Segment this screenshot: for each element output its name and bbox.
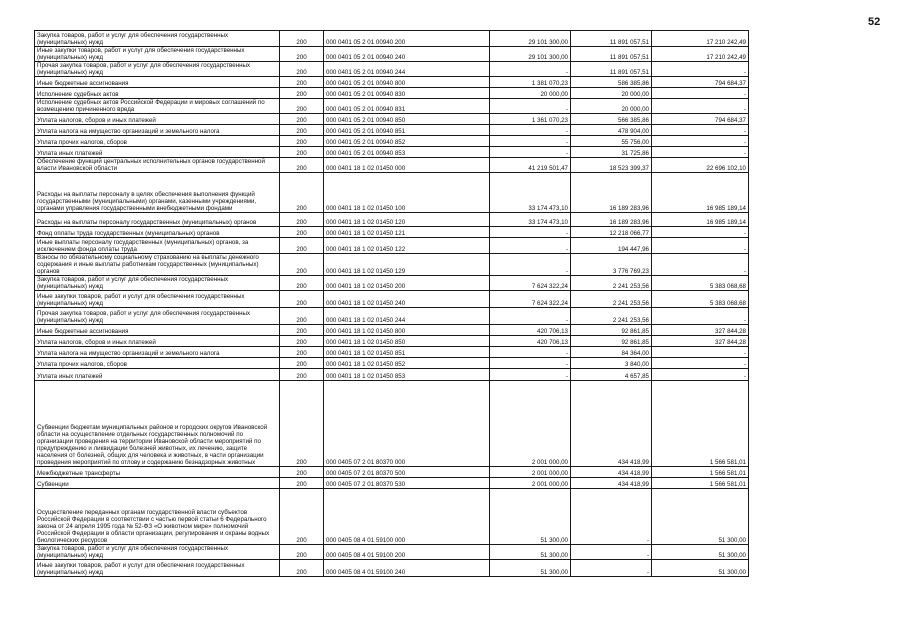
row-classification-code: 000 0405 07 2 01 80370 000 — [324, 381, 490, 467]
row-code: 200 — [280, 358, 324, 369]
row-classification-code: 000 0401 05 2 01 00940 830 — [324, 88, 490, 99]
row-code: 200 — [280, 62, 324, 77]
row-name: Осуществление переданных органам государственной власти субъектов Российской Федерации в соответствии с частью первой статьи 6 Федерального закона от 24 апреля 1995 года № 52-ФЗ «О животном мире» полномочий Российской Федерации в области организации, регулирования и охраны водных биологических ресурсов — [35, 489, 280, 545]
row-executed-amount: 434 418,99 — [571, 478, 652, 489]
row-executed-amount: 4 657,85 — [571, 369, 652, 381]
row-name: Иные выплаты персоналу государственных (муниципальных) органов, за исключением фонда оплаты труда — [35, 238, 280, 254]
table-body — [35, 31, 749, 577]
row-name: Расходы на выплаты персоналу государственных (муниципальных) органов — [35, 213, 280, 227]
table-row — [35, 325, 749, 336]
table-row — [35, 99, 749, 114]
row-classification-code: 000 0405 07 2 01 80370 500 — [324, 467, 490, 478]
row-code: 200 — [280, 213, 324, 227]
table-row — [35, 147, 749, 158]
row-name: Уплата налогов, сборов и иных платежей — [35, 336, 280, 347]
row-executed-amount: 55 756,00 — [571, 136, 652, 147]
row-approved-amount: 420 706,13 — [490, 336, 571, 347]
row-classification-code: 000 0401 18 1 02 01450 200 — [324, 276, 490, 291]
row-approved-amount: - — [490, 238, 571, 254]
table-row — [35, 125, 749, 136]
table-row — [35, 227, 749, 238]
row-classification-code: 000 0405 08 4 01 59100 000 — [324, 489, 490, 545]
row-remaining-amount: 327 844,28 — [652, 325, 749, 336]
row-name: Межбюджетные трансферты — [35, 467, 280, 478]
row-approved-amount: 420 706,13 — [490, 325, 571, 336]
row-code: 200 — [280, 227, 324, 238]
row-approved-amount: 2 001 000,00 — [490, 467, 571, 478]
row-name: Уплата иных платежей — [35, 147, 280, 158]
row-approved-amount: - — [490, 136, 571, 147]
row-remaining-amount: 51 300,00 — [652, 489, 749, 545]
row-name: Иные закупки товаров, работ и услуг для обеспечения государственных (муниципальных) нужд — [35, 47, 280, 62]
row-remaining-amount: - — [652, 308, 749, 325]
row-classification-code: 000 0401 18 1 02 01450 120 — [324, 213, 490, 227]
row-code: 200 — [280, 347, 324, 358]
table-row — [35, 369, 749, 381]
row-executed-amount: 12 218 066,77 — [571, 227, 652, 238]
table-row — [35, 291, 749, 308]
row-code: 200 — [280, 336, 324, 347]
row-executed-amount: 16 189 283,96 — [571, 173, 652, 213]
row-code: 200 — [280, 276, 324, 291]
row-classification-code: 000 0401 05 2 01 00940 244 — [324, 62, 490, 77]
row-executed-amount: 586 385,86 — [571, 77, 652, 88]
row-name: Исполнение судебных актов — [35, 88, 280, 99]
row-executed-amount: - — [571, 560, 652, 577]
row-remaining-amount: 1 566 581,01 — [652, 478, 749, 489]
row-approved-amount: - — [490, 347, 571, 358]
row-classification-code: 000 0405 08 4 01 59100 200 — [324, 545, 490, 560]
row-remaining-amount: 5 383 068,68 — [652, 291, 749, 308]
row-remaining-amount: 51 300,00 — [652, 545, 749, 560]
row-executed-amount: - — [571, 489, 652, 545]
row-executed-amount: 194 447,96 — [571, 238, 652, 254]
row-executed-amount: 18 523 399,37 — [571, 158, 652, 173]
row-classification-code: 000 0401 05 2 01 00940 800 — [324, 77, 490, 88]
row-name: Закупка товаров, работ и услуг для обеспечения государственных (муниципальных) нужд — [35, 276, 280, 291]
row-executed-amount: 434 418,99 — [571, 467, 652, 478]
row-code: 200 — [280, 114, 324, 125]
row-name: Уплата прочих налогов, сборов — [35, 136, 280, 147]
row-name: Уплата налога на имущество организаций и земельного налога — [35, 125, 280, 136]
row-executed-amount: 2 241 253,56 — [571, 291, 652, 308]
row-code: 200 — [280, 88, 324, 99]
row-classification-code: 000 0401 18 1 02 01450 244 — [324, 308, 490, 325]
row-remaining-amount: 794 684,37 — [652, 114, 749, 125]
row-remaining-amount: 1 566 581,01 — [652, 381, 749, 467]
row-remaining-amount: - — [652, 347, 749, 358]
table-row — [35, 77, 749, 88]
row-remaining-amount: 22 696 102,10 — [652, 158, 749, 173]
row-executed-amount: 2 241 253,56 — [571, 276, 652, 291]
table-row — [35, 47, 749, 62]
row-executed-amount: 3 776 769,23 — [571, 254, 652, 276]
table-row — [35, 173, 749, 213]
row-approved-amount: 7 624 322,24 — [490, 291, 571, 308]
row-name: Прочая закупка товаров, работ и услуг для обеспечения государственных (муниципальных) нужд — [35, 62, 280, 77]
row-classification-code: 000 0401 05 2 01 00940 240 — [324, 47, 490, 62]
row-classification-code: 000 0401 18 1 02 01450 100 — [324, 173, 490, 213]
row-remaining-amount: 5 383 068,68 — [652, 276, 749, 291]
row-code: 200 — [280, 489, 324, 545]
table-row — [35, 358, 749, 369]
row-classification-code: 000 0401 05 2 01 00940 852 — [324, 136, 490, 147]
row-name: Уплата иных платежей — [35, 369, 280, 381]
table-row — [35, 114, 749, 125]
row-executed-amount: 92 861,85 — [571, 325, 652, 336]
row-code: 200 — [280, 467, 324, 478]
row-name: Фонд оплаты труда государственных (муниципальных) органов — [35, 227, 280, 238]
table-row — [35, 336, 749, 347]
row-executed-amount: 2 241 253,56 — [571, 308, 652, 325]
table-row — [35, 347, 749, 358]
row-code: 200 — [280, 147, 324, 158]
row-classification-code: 000 0401 18 1 02 01450 800 — [324, 325, 490, 336]
row-approved-amount: - — [490, 369, 571, 381]
row-code: 200 — [280, 136, 324, 147]
row-remaining-amount: - — [652, 99, 749, 114]
row-approved-amount: 33 174 473,10 — [490, 173, 571, 213]
row-approved-amount: - — [490, 227, 571, 238]
table-row — [35, 158, 749, 173]
row-classification-code: 000 0401 18 1 02 01450 850 — [324, 336, 490, 347]
row-approved-amount: 33 174 473,10 — [490, 213, 571, 227]
row-name: Иные закупки товаров, работ и услуг для обеспечения государственных (муниципальных) нужд — [35, 291, 280, 308]
row-name: Взносы по обязательному социальному страхованию на выплаты денежного содержания и иные выплаты работникам государственных (муниципальных) органов — [35, 254, 280, 276]
row-code: 200 — [280, 308, 324, 325]
row-code: 200 — [280, 125, 324, 136]
table-row — [35, 136, 749, 147]
row-code: 200 — [280, 545, 324, 560]
row-name: Обеспечение функций центральных исполнительных органов государственной власти Ивановской области — [35, 158, 280, 173]
row-name: Иные бюджетные ассигнования — [35, 325, 280, 336]
row-approved-amount: - — [490, 125, 571, 136]
row-remaining-amount: - — [652, 369, 749, 381]
row-classification-code: 000 0405 08 4 01 59100 240 — [324, 560, 490, 577]
row-name: Уплата прочих налогов, сборов — [35, 358, 280, 369]
row-remaining-amount: 17 210 242,49 — [652, 47, 749, 62]
row-approved-amount: 29 101 300,00 — [490, 31, 571, 47]
row-code: 200 — [280, 99, 324, 114]
row-classification-code: 000 0401 18 1 02 01450 851 — [324, 347, 490, 358]
row-classification-code: 000 0401 18 1 02 01450 122 — [324, 238, 490, 254]
row-remaining-amount: - — [652, 125, 749, 136]
row-classification-code: 000 0405 07 2 01 80370 530 — [324, 478, 490, 489]
table-row — [35, 31, 749, 47]
row-code: 200 — [280, 478, 324, 489]
row-executed-amount: 478 904,00 — [571, 125, 652, 136]
table-row — [35, 254, 749, 276]
row-executed-amount: 20 000,00 — [571, 88, 652, 99]
row-name: Закупка товаров, работ и услуг для обеспечения государственных (муниципальных) нужд — [35, 545, 280, 560]
row-remaining-amount: 16 985 189,14 — [652, 173, 749, 213]
row-approved-amount: 2 001 000,00 — [490, 381, 571, 467]
row-approved-amount: - — [490, 99, 571, 114]
row-remaining-amount: 51 300,00 — [652, 560, 749, 577]
row-code: 200 — [280, 173, 324, 213]
table-row — [35, 489, 749, 545]
row-executed-amount: 434 418,99 — [571, 381, 652, 467]
row-approved-amount: - — [490, 358, 571, 369]
row-classification-code: 000 0401 18 1 02 01450 000 — [324, 158, 490, 173]
row-classification-code: 000 0401 18 1 02 01450 853 — [324, 369, 490, 381]
table-row — [35, 560, 749, 577]
table-row — [35, 308, 749, 325]
row-executed-amount: 84 364,00 — [571, 347, 652, 358]
row-classification-code: 000 0401 05 2 01 00940 831 — [324, 99, 490, 114]
table-row — [35, 478, 749, 489]
table-row — [35, 213, 749, 227]
row-classification-code: 000 0401 05 2 01 00940 851 — [324, 125, 490, 136]
row-name: Иные закупки товаров, работ и услуг для обеспечения государственных (муниципальных) нужд — [35, 560, 280, 577]
budget-execution-table — [34, 30, 749, 577]
row-executed-amount: 3 840,00 — [571, 358, 652, 369]
row-classification-code: 000 0401 18 1 02 01450 852 — [324, 358, 490, 369]
row-code: 200 — [280, 381, 324, 467]
row-name: Закупка товаров, работ и услуг для обеспечения государственных (муниципальных) нужд — [35, 31, 280, 47]
row-code: 200 — [280, 254, 324, 276]
row-executed-amount: 92 861,85 — [571, 336, 652, 347]
row-executed-amount: - — [571, 545, 652, 560]
row-approved-amount: - — [490, 147, 571, 158]
row-classification-code: 000 0401 18 1 02 01450 129 — [324, 254, 490, 276]
row-remaining-amount: - — [652, 238, 749, 254]
row-approved-amount: 29 101 300,00 — [490, 47, 571, 62]
row-approved-amount: 20 000,00 — [490, 88, 571, 99]
row-executed-amount: 11 891 057,51 — [571, 31, 652, 47]
row-name: Уплата налогов, сборов и иных платежей — [35, 114, 280, 125]
table-row — [35, 545, 749, 560]
table-row — [35, 88, 749, 99]
page-number: 52 — [868, 16, 881, 28]
row-executed-amount: 16 189 283,96 — [571, 213, 652, 227]
row-code: 200 — [280, 291, 324, 308]
row-approved-amount: - — [490, 62, 571, 77]
row-classification-code: 000 0401 05 2 01 00940 850 — [324, 114, 490, 125]
row-name: Расходы на выплаты персоналу в целях обеспечения выполнения функций государственными (муниципальными) органами, казенными учреждениями, органами управления государственными внебюджетными фондами — [35, 173, 280, 213]
row-remaining-amount: - — [652, 147, 749, 158]
row-remaining-amount: - — [652, 358, 749, 369]
row-executed-amount: 11 891 057,51 — [571, 62, 652, 77]
row-remaining-amount: 794 684,37 — [652, 77, 749, 88]
row-name: Иные бюджетные ассигнования — [35, 77, 280, 88]
row-executed-amount: 31 725,86 — [571, 147, 652, 158]
row-name: Субвенции бюджетам муниципальных районов и городских округов Ивановской области на осуществление отдельных государственных полномочий по организации проведения на территории Ивановской области мероприятий по предупреждению и ликвидации болезней животных, их лечению, защите населения от болезней, общих для человека и животных, в части организации проведения мероприятий по отлову и содержанию безнадзорных животных — [35, 381, 280, 467]
table-row — [35, 276, 749, 291]
row-name: Прочая закупка товаров, работ и услуг для обеспечения государственных (муниципальных) нужд — [35, 308, 280, 325]
row-name: Исполнение судебных актов Российской Федерации и мировых соглашений по возмещению причиненного вреда — [35, 99, 280, 114]
table-row — [35, 381, 749, 467]
row-remaining-amount: 17 210 242,49 — [652, 31, 749, 47]
row-classification-code: 000 0401 05 2 01 00940 200 — [324, 31, 490, 47]
row-approved-amount: 51 300,00 — [490, 545, 571, 560]
row-code: 200 — [280, 158, 324, 173]
row-code: 200 — [280, 31, 324, 47]
row-approved-amount: 41 219 501,47 — [490, 158, 571, 173]
row-classification-code: 000 0401 18 1 02 01450 240 — [324, 291, 490, 308]
row-executed-amount: 20 000,00 — [571, 99, 652, 114]
table-row — [35, 62, 749, 77]
row-remaining-amount: - — [652, 88, 749, 99]
row-executed-amount: 566 385,86 — [571, 114, 652, 125]
row-approved-amount: 51 300,00 — [490, 489, 571, 545]
table-row — [35, 467, 749, 478]
row-approved-amount: 1 361 070,23 — [490, 114, 571, 125]
row-name: Субвенции — [35, 478, 280, 489]
row-remaining-amount: - — [652, 62, 749, 77]
row-code: 200 — [280, 47, 324, 62]
row-name: Уплата налога на имущество организаций и земельного налога — [35, 347, 280, 358]
row-remaining-amount: 1 566 581,01 — [652, 467, 749, 478]
row-remaining-amount: - — [652, 227, 749, 238]
row-approved-amount: 7 624 322,24 — [490, 276, 571, 291]
row-code: 200 — [280, 77, 324, 88]
row-approved-amount: 2 001 000,00 — [490, 478, 571, 489]
row-approved-amount: - — [490, 308, 571, 325]
row-remaining-amount: - — [652, 136, 749, 147]
row-executed-amount: 11 891 057,51 — [571, 47, 652, 62]
row-code: 200 — [280, 238, 324, 254]
row-remaining-amount: 327 844,28 — [652, 336, 749, 347]
table-row — [35, 238, 749, 254]
row-approved-amount: 1 381 070,23 — [490, 77, 571, 88]
row-remaining-amount: - — [652, 254, 749, 276]
row-classification-code: 000 0401 18 1 02 01450 121 — [324, 227, 490, 238]
row-code: 200 — [280, 325, 324, 336]
row-remaining-amount: 16 985 189,14 — [652, 213, 749, 227]
row-approved-amount: 51 300,00 — [490, 560, 571, 577]
row-approved-amount: - — [490, 254, 571, 276]
row-code: 200 — [280, 369, 324, 381]
row-classification-code: 000 0401 05 2 01 00940 853 — [324, 147, 490, 158]
row-code: 200 — [280, 560, 324, 577]
